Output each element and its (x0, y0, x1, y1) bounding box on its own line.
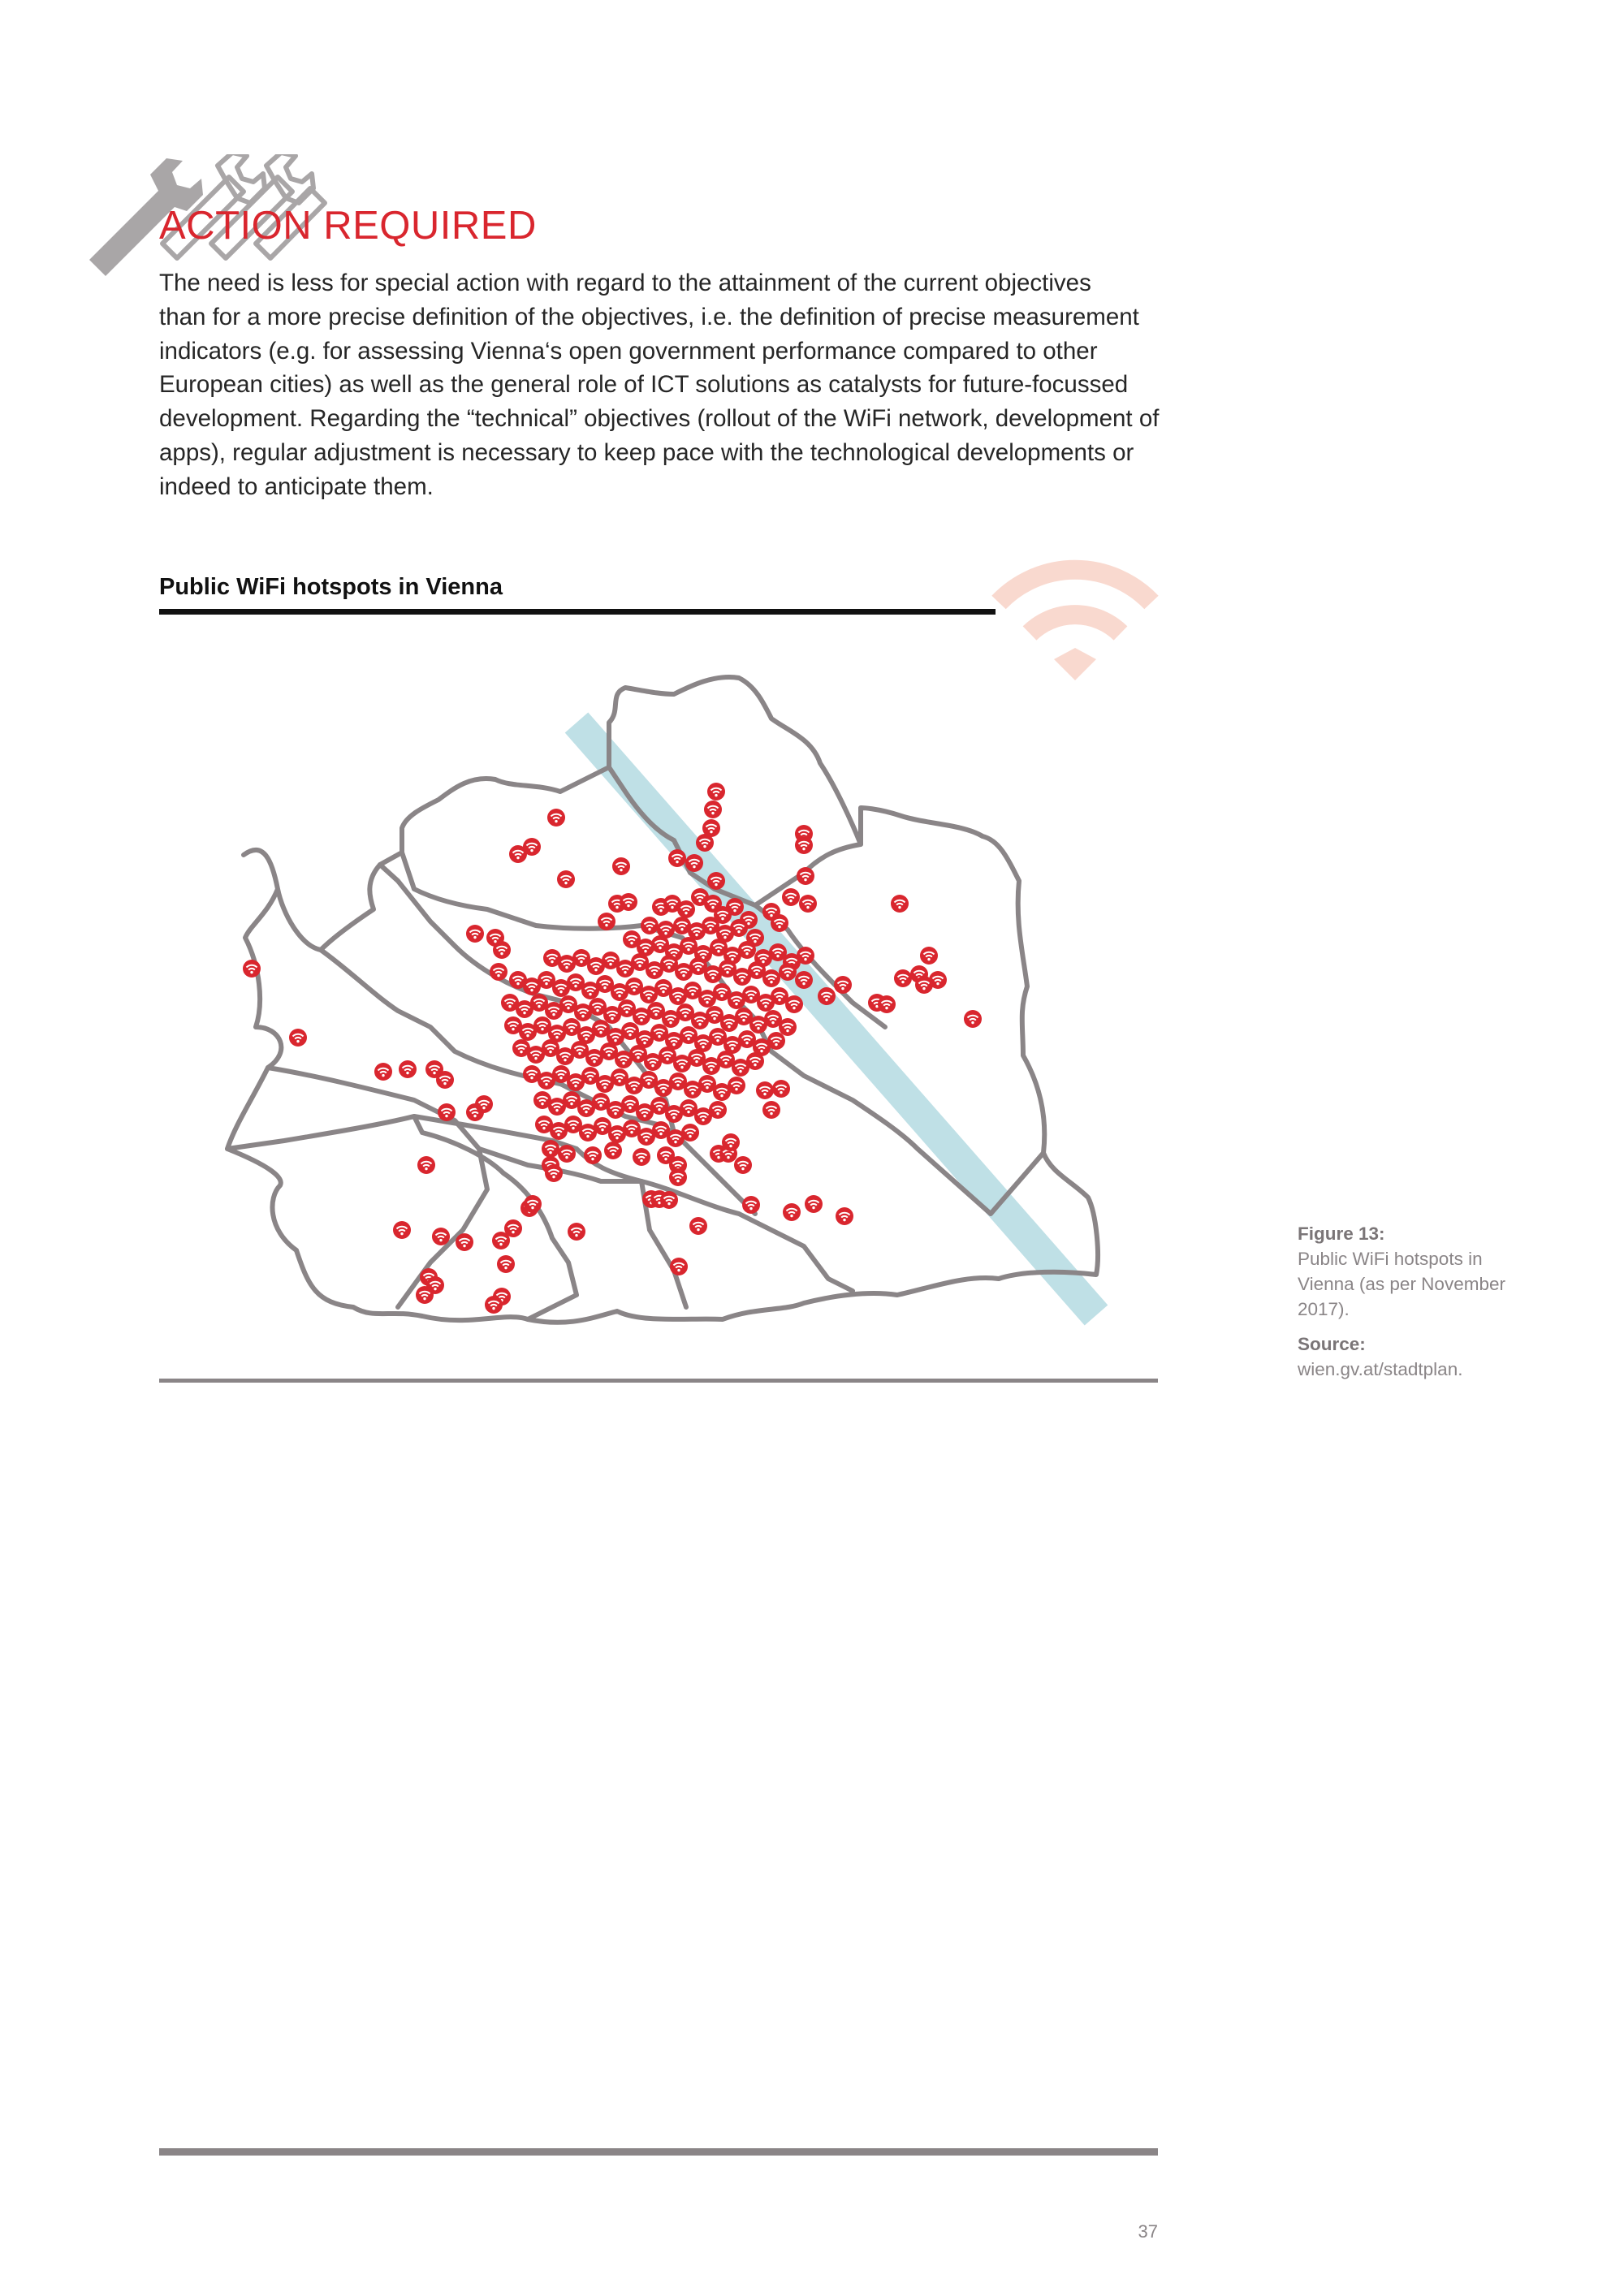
wifi-hotspot-icon (604, 1142, 622, 1159)
wifi-hotspot-icon (730, 919, 748, 937)
wifi-hotspot-icon (797, 867, 814, 885)
wifi-hotspot-icon (438, 1103, 456, 1121)
figure-title: Public WiFi hotspots in Vienna (159, 574, 503, 600)
wifi-hotspot-icon (557, 870, 575, 888)
wifi-hotspot-icon (243, 960, 261, 978)
wifi-hotspot-icon (668, 849, 686, 867)
district-outlines (227, 677, 1098, 1323)
wifi-hotspot-icon (689, 1217, 707, 1235)
wifi-hotspot-icon (783, 1203, 801, 1221)
wifi-hotspot-icon (709, 1101, 727, 1119)
body-paragraph (159, 266, 1166, 504)
wifi-hotspot-icon (707, 872, 725, 890)
wifi-hotspot-icon (641, 917, 659, 934)
wifi-hotspot-icon (797, 947, 814, 965)
wifi-hotspot-icon (742, 1196, 760, 1214)
body-line: indicators (e.g. for assessing Vienna‘s open government performance compared to other (159, 337, 1098, 365)
wifi-hotspot-icon (782, 888, 800, 906)
wifi-hotspot-icon (964, 1010, 982, 1028)
source-text: wien.gv.at/stadtplan. (1298, 1359, 1463, 1379)
wifi-hotspot-icon (772, 1080, 790, 1098)
wifi-hotspot-icon (374, 1063, 392, 1081)
caption-text: Public WiFi hotspots in Vienna (as per November 2017). (1298, 1249, 1505, 1319)
wifi-hotspot-icon (289, 1029, 307, 1047)
wifi-hotspot-icon (598, 913, 615, 930)
wifi-hotspot-icon (542, 1140, 559, 1158)
wifi-hotspot-icon (734, 1156, 752, 1174)
caption-label: Figure 13: (1298, 1224, 1385, 1244)
wifi-hotspot-icon (746, 1052, 764, 1070)
wifi-hotspot-icon (894, 969, 912, 987)
page-number: 37 (1138, 2221, 1158, 2242)
title-rule (159, 609, 996, 615)
vienna-wifi-map (187, 645, 1129, 1352)
wifi-hotspot-icon (547, 809, 565, 826)
wifi-hotspot-icon (818, 987, 836, 1005)
source-label: Source: (1298, 1334, 1366, 1354)
wifi-hotspot-icon (558, 1145, 576, 1163)
wifi-hotspot-icon (805, 1195, 823, 1213)
wifi-hotspot-icon (756, 1081, 774, 1099)
wifi-hotspot-icon (545, 1164, 563, 1182)
wifi-hotspot-icon (738, 941, 756, 959)
wifi-hotspot-icon (509, 845, 527, 863)
wifi-hotspot-icon (670, 1258, 688, 1275)
body-line: apps), regular adjustment is necessary to keep pace with the technological developments or (159, 438, 1134, 466)
wifi-hotspot-icon (568, 1223, 585, 1241)
wifi-hotspot-icon (891, 895, 909, 913)
wifi-hotspot-icon (726, 898, 744, 916)
wifi-hotspot-icon (696, 834, 714, 852)
body-line: development. Regarding the “technical” objectives (rollout of the WiFi network, development of (159, 405, 1160, 433)
wifi-hotspot-icon (728, 1077, 745, 1094)
figure-caption (1298, 1221, 1509, 1382)
wifi-hotspot-icon (785, 995, 803, 1013)
wifi-hotspot-icon (399, 1060, 417, 1078)
body-line: The need is less for special action with regard to the attainment of the current objectives (159, 270, 1091, 296)
wifi-hotspot-icon (493, 941, 511, 959)
wifi-hotspot-icon (436, 1071, 454, 1089)
wifi-hotspot-icon (485, 1296, 503, 1314)
wifi-hotspot-icon (762, 969, 780, 987)
wifi-hotspot-icon (504, 1219, 522, 1237)
wifi-hotspot-icon (878, 995, 896, 1013)
wifi-hotspot-icon (612, 857, 630, 875)
wifi-hotspot-icon (707, 783, 725, 801)
wifi-hotspot-icon (771, 914, 788, 932)
wifi-hotspot-icon (704, 801, 722, 818)
wifi-hotspot-icon (834, 976, 852, 994)
wifi-hotspot-icon (836, 1207, 853, 1225)
wifi-hotspot-icon (779, 963, 797, 981)
wifi-hotspot-icon (475, 1095, 493, 1113)
wifi-hotspot-icon (669, 1168, 687, 1186)
section-heading: ACTION REQUIRED (159, 204, 537, 248)
wifi-hotspot-icon (685, 854, 703, 872)
wifi-hotspot-icon (762, 1101, 780, 1119)
wifi-hotspot-icon (584, 1146, 602, 1164)
wifi-hotspot-icon (524, 1195, 542, 1213)
body-line: European cities) as well as the general role of ICT solutions as catalysts for future-focussed (159, 371, 1129, 399)
wifi-hotspot-icon (795, 836, 813, 854)
wifi-hotspot-icon (767, 1032, 785, 1050)
wifi-hotspot-icon (620, 893, 637, 911)
wifi-hotspot-icon (681, 1124, 699, 1142)
wifi-hotspot-icon (456, 1233, 473, 1251)
wifi-hotspot-icon (393, 1221, 411, 1239)
page-bottom-rule (159, 2148, 1158, 2156)
wifi-hotspot-icon (466, 925, 484, 943)
wifi-hotspot-icon (633, 1148, 650, 1166)
wifi-hotspot-icon (779, 1018, 797, 1036)
wifi-hotspot-icon (660, 1191, 678, 1209)
figure-bottom-rule (159, 1379, 1158, 1383)
body-line: than for a more precise definition of the objectives, i.e. the definition of precise measurement (159, 303, 1139, 330)
wifi-hotspot-icon (416, 1286, 434, 1304)
wifi-hotspot-icon (490, 963, 508, 981)
wifi-hotspot-icon (920, 947, 938, 965)
wifi-hotspot-icon (677, 900, 695, 918)
wifi-hotspot-icon (432, 1228, 450, 1245)
wifi-hotspot-icon (795, 971, 813, 989)
body-line: indeed to anticipate them. (159, 473, 434, 500)
wifi-hotspot-icon (417, 1156, 435, 1174)
wifi-hotspot-icon (799, 895, 817, 913)
wifi-hotspot-icon (497, 1255, 515, 1273)
wifi-hotspot-icon (929, 971, 947, 989)
wifi-hotspot-icon (722, 1133, 740, 1151)
